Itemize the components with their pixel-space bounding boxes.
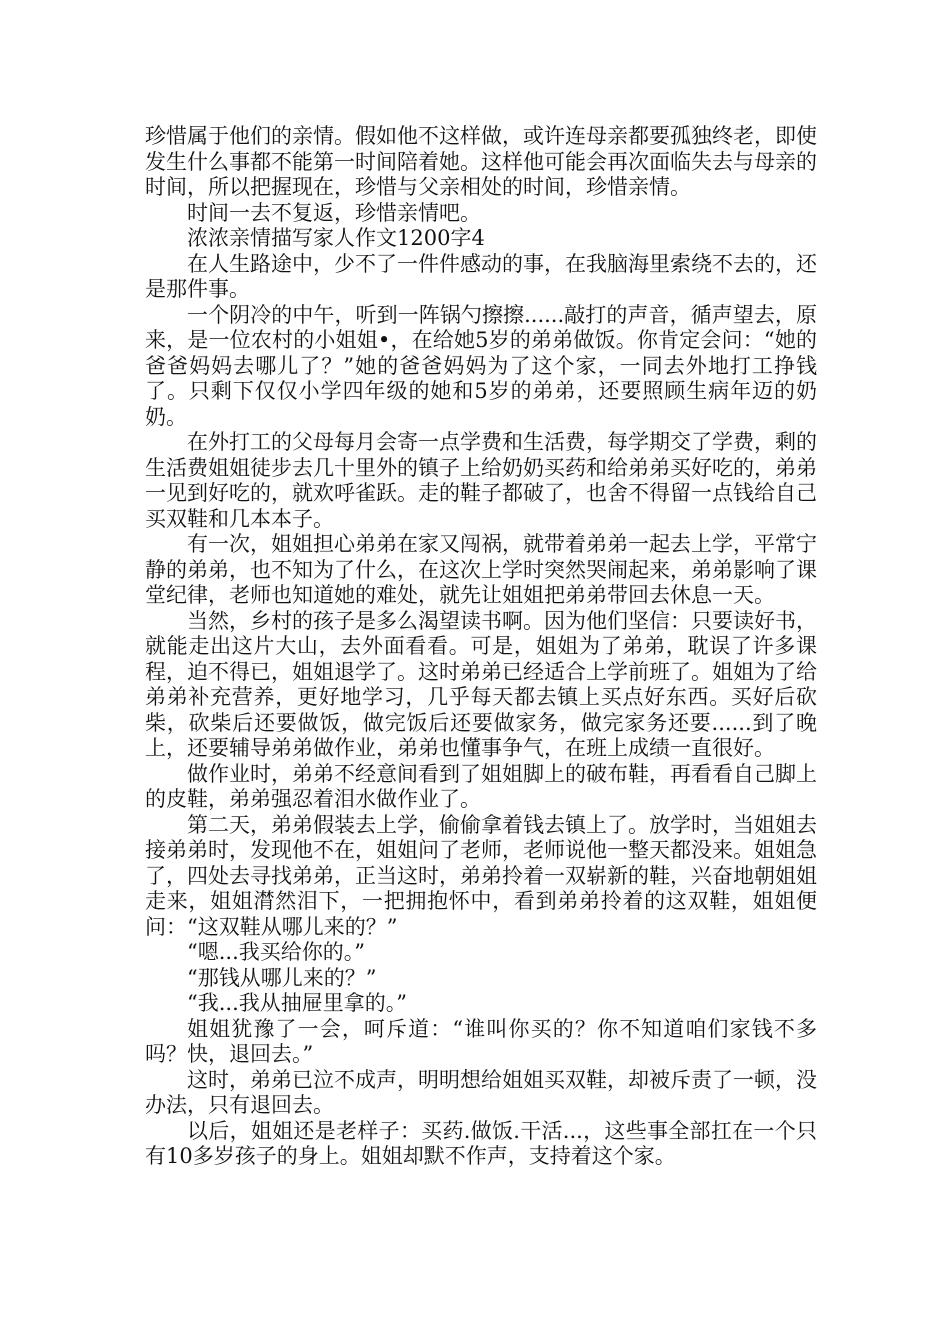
paragraph-4: 一个阴冷的中午，听到一阵锅勺擦擦......敲打的声音，循声望去，原来，是一位农村的小姐姐•，在给她5岁的弟弟做饭。你肯定会问：“她的爸爸妈妈去哪儿了？”她的爸爸妈妈为了这个家，一同去外地打工挣钱了。只剩下仅仅小学四年级的她和5岁的弟弟，还要照顾生病年迈的奶奶。	[145, 302, 817, 429]
dialogue-line-2: “那钱从哪儿来的？”	[187, 965, 377, 990]
paragraph-7: 当然，乡村的孩子是多么渴望读书啊。因为他们坚信：只要读好书，就能走出这片大山，去外面看看。可是，姐姐为了弟弟，耽误了许多课程，迫不得已，姐姐退学了。这时弟弟已经适合上学前班了。姐姐为了给弟弟补充营养，更好地学习，几乎每天都去镇上买点好东西。买好后砍柴，砍柴后还要做饭，做完饭后还要做家务，做完家务还要......到了晚上，还要辅导弟弟做作业，弟弟也懂事争气，在班上成绩一直很好。	[145, 608, 817, 760]
paragraph-2: 时间一去不复返，珍惜亲情吧。	[187, 200, 481, 225]
paragraph-5: 在外打工的父母每月会寄一点学费和生活费，每学期交了学费，剩的生活费姐姐徒步去几十里外的镇子上给奶奶买药和给弟弟买好吃的，弟弟一见到好吃的，就欢呼雀跃。走的鞋子都破了，也舍不得留一点钱给自己买双鞋和几本本子。	[145, 430, 817, 531]
dialogue-line-1: “嗯...我买给你的。”	[187, 940, 365, 964]
paragraph-12: 以后，姐姐还是老样子：买药.做饭.干活...，这些事全部扛在一个只有10多岁孩子的身上。姐姐却默不作声，支持着这个家。	[145, 1118, 817, 1168]
paragraph-1: 珍惜属于他们的亲情。假如他不这样做，或许连母亲都要孤独终老，即使发生什么事都不能第一时间陪着她。这样他可能会再次面临失去与母亲的时间，所以把握现在，珍惜与父亲相处的时间，珍惜亲情。	[145, 124, 817, 199]
paragraph-6: 有一次，姐姐担心弟弟在家又闯祸，就带着弟弟一起去上学，平常宁静的弟弟，也不知为了什么，在这次上学时突然哭闹起来，弟弟影响了课堂纪律，老师也知道她的难处，就先让姐姐把弟弟带回去休息一天。	[145, 532, 817, 607]
paragraph-11: 这时，弟弟已泣不成声，明明想给姐姐买双鞋，却被斥责了一顿，没办法，只有退回去。	[145, 1067, 817, 1117]
section-heading: 浓浓亲情描写家人作文1200字4	[187, 226, 485, 250]
dialogue-line-3: “我...我从抽屉里拿的。”	[187, 991, 407, 1015]
paragraph-3: 在人生路途中，少不了一件件感动的事，在我脑海里索绕不去的，还是那件事。	[145, 251, 817, 301]
document-page	[145, 124, 817, 1170]
paragraph-10: 姐姐犹豫了一会，呵斥道：“谁叫你买的？你不知道咱们家钱不多吗？快，退回去。”	[145, 1016, 817, 1066]
paragraph-8: 做作业时，弟弟不经意间看到了姐姐脚上的破布鞋，再看看自己脚上的皮鞋，弟弟强忍着泪水做作业了。	[145, 761, 817, 811]
paragraph-9: 第二天，弟弟假装去上学，偷偷拿着钱去镇上了。放学时，当姐姐去接弟弟时，发现他不在，姐姐问了老师，老师说他一整天都没来。姐姐急了，四处去寻找弟弟，正当这时，弟弟拎着一双崭新的鞋，兴奋地朝姐姐走来，姐姐潸然泪下，一把拥抱怀中，看到弟弟拎着的这双鞋，姐姐便问：“这双鞋从哪儿来的？”	[145, 812, 817, 939]
